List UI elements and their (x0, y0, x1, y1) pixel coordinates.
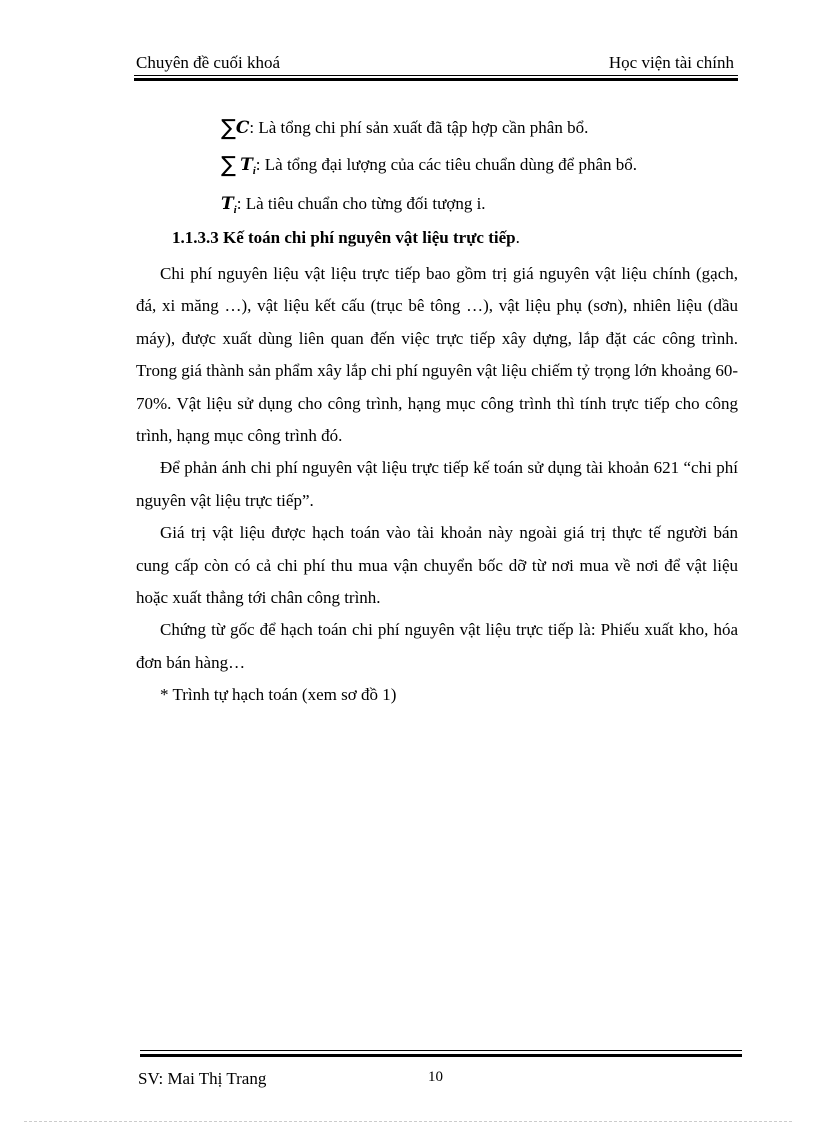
formula-symbol: T (221, 194, 234, 214)
section-heading-text: 1.1.3.3 Kế toán chi phí nguyên vật liệu trực tiếp (172, 228, 516, 247)
paragraph: Giá trị vật liệu được hạch toán vào tài khoản này ngoài giá trị thực tế người bán cung cấp còn có cả chi phí thu mua vận chuyển bốc dỡ từ nơi mua về nơi để vật liệu hoặc xuất thẳng tới chân công trình. (136, 523, 738, 608)
formula-description: : Là tiêu chuẩn cho từng đối tượng i. (236, 194, 486, 213)
formula-symbol: C (235, 118, 250, 138)
formula-subscript: i (252, 165, 256, 177)
paragraph: Chứng từ gốc để hạch toán chi phí nguyên vật liệu trực tiếp là: Phiếu xuất kho, hóa đơn bán hàng… (136, 620, 738, 672)
formula-subscript: i (233, 204, 237, 216)
footer-rule (140, 1050, 742, 1051)
formula-line-sum-ti (221, 153, 637, 178)
section-heading (172, 228, 520, 248)
page-number: 10 (428, 1069, 443, 1085)
page-edge (24, 1121, 792, 1122)
formula-description: : Là tổng chi phí sản xuất đã tập hợp cần phân bổ. (249, 118, 589, 137)
body-text (136, 258, 738, 712)
formula-line-sum-c (221, 116, 588, 141)
header-rule-thick (134, 78, 738, 81)
header-institution: Học viện tài chính (608, 53, 734, 72)
footer-rule-thick (140, 1054, 742, 1057)
section-heading-period: . (515, 228, 520, 247)
header-course-title: Chuyên đề cuối khoá (136, 53, 280, 72)
formula-symbol: T (240, 155, 253, 175)
sigma-symbol: ∑ (221, 153, 236, 178)
paragraph: Để phản ánh chi phí nguyên vật liệu trực tiếp kế toán sử dụng tài khoản 621 “chi phí nguyên vật liệu trực tiếp”. (136, 458, 738, 510)
paragraph: * Trình tự hạch toán (xem sơ đồ 1) (160, 685, 397, 705)
formula-line-ti (221, 194, 486, 216)
sigma-symbol: ∑ (221, 116, 236, 141)
formula-description: : Là tổng đại lượng của các tiêu chuẩn dùng để phân bổ. (255, 155, 638, 174)
footer-student-name: SV: Mai Thị Trang (138, 1069, 267, 1088)
paragraph: Chi phí nguyên liệu vật liệu trực tiếp bao gồm trị giá nguyên vật liệu chính (gạch, đá, xi măng …), vật liệu kết cấu (trục bê tông …), vật liệu phụ (sơn), nhiên liệu (dầu máy), được xuất dùng liên quan đến việc trực tiếp xây dựng, lắp đặt các công trình. Trong giá thành sản phẩm xây lắp chi phí nguyên vật liệu chiếm tỷ trọng lớn khoảng 60-70%. Vật liệu sử dụng cho công trình, hạng mục công trình thì tính trực tiếp cho công trình, hạng mục công trình đó. (136, 264, 738, 446)
header-rule (134, 75, 738, 76)
